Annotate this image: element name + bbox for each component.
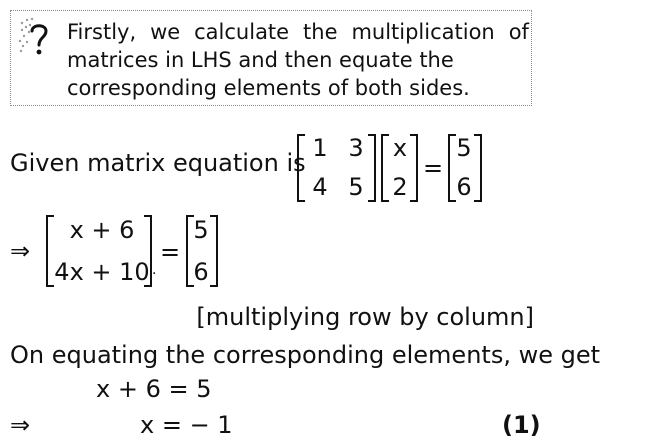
rhs-cell: 6 <box>193 258 209 286</box>
matrix-x-cell: 2 <box>392 173 408 201</box>
matrix-a-left-bracket <box>297 134 305 202</box>
equation-tag: (1) <box>502 411 541 439</box>
hint-word: of <box>508 20 529 44</box>
matrix-rhs-right-bracket <box>474 134 482 202</box>
rhs-right-bracket <box>210 215 218 287</box>
equation-1: x + 6 = 5 <box>96 375 212 403</box>
matrix-x-cell: x <box>392 134 408 162</box>
matrix-a-cell: 1 <box>312 134 328 162</box>
rhs-cell: 5 <box>193 216 209 244</box>
hint-box <box>10 10 532 106</box>
implies-arrow: ⇒ <box>10 411 31 439</box>
stray-dot: . <box>152 262 157 278</box>
equating-text: On equating the corresponding elements, we get <box>10 341 601 369</box>
hint-word: we <box>150 20 181 44</box>
hint-word: the <box>303 20 338 44</box>
matrix-a-cell: 5 <box>348 173 364 201</box>
hint-word: Firstly, <box>67 20 137 44</box>
result-expression: x = − 1 <box>140 411 233 439</box>
given-label: Given matrix equation is <box>10 149 306 177</box>
matrix-rhs-cell: 5 <box>456 134 472 162</box>
note-multiplying: [multiplying row by column] <box>196 303 534 331</box>
hint-word: multiplication <box>351 20 495 44</box>
matrix-a-cell: 4 <box>312 173 328 201</box>
implies-arrow: ⇒ <box>10 237 31 265</box>
hint-text-line-2: matrices in LHS and then equate the <box>67 48 454 72</box>
hint-word: calculate <box>194 20 290 44</box>
matrix-rhs-cell: 6 <box>456 173 472 201</box>
matrix-x-right-bracket <box>410 134 418 202</box>
equals-sign: = <box>160 238 181 266</box>
lhs-right-bracket <box>144 215 152 287</box>
question-mark-icon <box>19 17 49 61</box>
lhs-cell: x + 6 <box>69 216 135 244</box>
lhs-cell: 4x + 10 <box>54 258 150 286</box>
hint-text-line-3: corresponding elements of both sides. <box>67 76 470 100</box>
matrix-a-cell: 3 <box>348 134 364 162</box>
matrix-a-right-bracket <box>368 134 376 202</box>
equals-sign: = <box>423 154 444 182</box>
hint-text-line-1 <box>67 19 529 45</box>
